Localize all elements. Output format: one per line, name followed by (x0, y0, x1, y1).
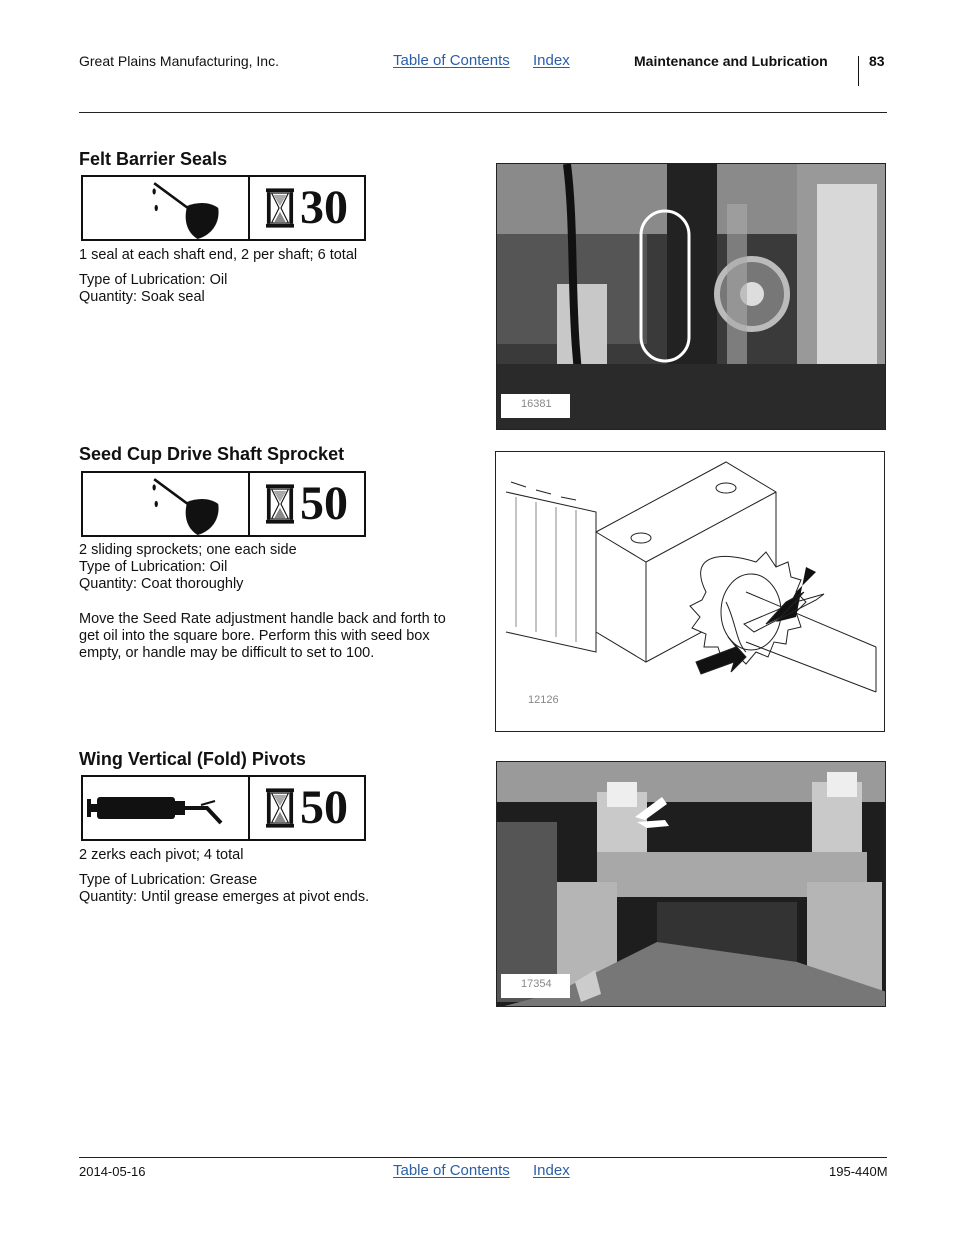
hourglass-icon (266, 188, 294, 228)
lubrication-type: Type of Lubrication: Oil (79, 559, 228, 575)
lubrication-type: Type of Lubrication: Grease (79, 872, 258, 888)
section-notes (79, 247, 357, 264)
footer-date: 2014-05-16 (79, 1164, 146, 1179)
section-details (79, 872, 369, 906)
photo-wing-pivot-graphic (497, 762, 886, 1007)
section-title-felt-barrier-seals: Felt Barrier Seals (79, 149, 228, 169)
interval-hours: 50 (300, 477, 348, 530)
photo-felt-barrier-seals (496, 163, 886, 430)
lubrication-quantity: Quantity: Coat thoroughly (79, 576, 244, 592)
section-instructions (79, 611, 446, 662)
lubrication-quantity: Quantity: Soak seal (79, 289, 205, 305)
interval-hours: 30 (300, 181, 348, 234)
illustration-seed-cup-sprocket (495, 451, 885, 732)
toc-link-header[interactable]: Table of Contents (393, 52, 510, 69)
lube-symbol-box (81, 775, 366, 841)
doc-number: 195-440M (829, 1164, 888, 1179)
page-number: 83 (869, 53, 885, 69)
lube-symbol-box (81, 175, 366, 241)
note-line: 1 seal at each shaft end, 2 per shaft; 6 total (79, 247, 358, 263)
header-divider (858, 56, 859, 86)
toc-link-footer[interactable]: Table of Contents (393, 1162, 510, 1179)
section-details (79, 272, 227, 306)
photo-felt-seal-graphic (497, 164, 886, 430)
interval-hours: 50 (300, 781, 348, 834)
figure-number: 17354 (501, 974, 570, 998)
hourglass-icon (266, 788, 294, 828)
instruction-line: empty, or handle may be difficult to set to 100. (79, 645, 375, 661)
note-line: 2 sliding sprockets; one each side (79, 542, 297, 558)
index-link-header[interactable]: Index (533, 52, 570, 69)
grease-gun-icon (83, 777, 246, 839)
figure-number: 12126 (508, 690, 577, 714)
company-name: Great Plains Manufacturing, Inc. (79, 53, 279, 69)
lubrication-type: Type of Lubrication: Oil (79, 272, 228, 288)
section-title-seed-cup-sprocket: Seed Cup Drive Shaft Sprocket (79, 444, 345, 464)
figure-number: 16381 (501, 394, 570, 418)
section-notes (79, 847, 243, 864)
section-details (79, 542, 297, 593)
note-line: 2 zerks each pivot; 4 total (79, 847, 244, 863)
lubrication-quantity: Quantity: Until grease emerges at pivot ends. (79, 889, 370, 905)
instruction-line: get oil into the square bore. Perform this with seed box (79, 628, 430, 644)
index-link-footer[interactable]: Index (533, 1162, 570, 1179)
photo-wing-pivots (496, 761, 886, 1007)
header-rule (79, 112, 887, 113)
instruction-line: Move the Seed Rate adjustment handle back and forth to (79, 611, 446, 627)
lube-symbol-box (81, 471, 366, 537)
section-name: Maintenance and Lubrication (634, 53, 828, 69)
section-title-wing-pivots: Wing Vertical (Fold) Pivots (79, 749, 306, 769)
oil-can-icon (83, 473, 246, 535)
oil-can-icon (83, 177, 246, 239)
footer-rule (79, 1157, 887, 1158)
hourglass-icon (266, 484, 294, 524)
